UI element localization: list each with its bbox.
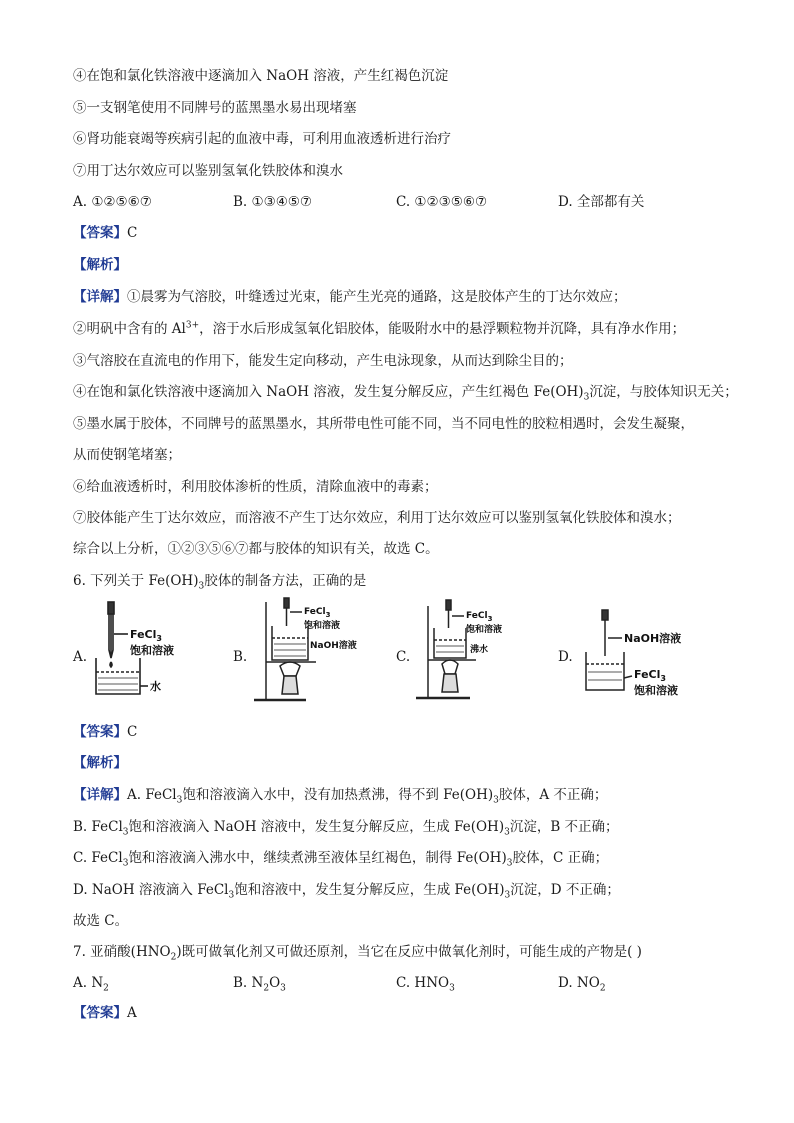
- q5-answer: [73, 224, 137, 242]
- reagent-label-c2: 饱和溶液: [466, 625, 503, 635]
- q6-analysis: 【解析】: [73, 755, 127, 771]
- liquid-label-d2: 饱和溶液: [634, 684, 678, 697]
- q5-expl-5b: 从而使钢笔堵塞；: [73, 447, 181, 463]
- q7-option-b: B. $N_2O_3$: [233, 975, 286, 994]
- q5-expl-5: ⑤墨水属于胶体，不同牌号的蓝黑墨水，其所带电性可能不同，当不同电性的胶粒相遇时，会发生凝聚，: [73, 416, 694, 432]
- q7-stem: 7. 亚硝酸$(HNO_2)$既可做氧化剂又可做还原剂，当它在反应中做氧化剂时，可能生成的产物是( ): [73, 944, 642, 963]
- q5-option-c: C. ①②③⑤⑥⑦: [396, 194, 488, 210]
- q6-option-a-label: A.: [73, 649, 88, 665]
- q5-expl-7: ⑦胶体能产生丁达尔效应，而溶液不产生丁达尔效应，利用丁达尔效应可以鉴别氢氧化铁胶体和溴水；: [73, 510, 681, 526]
- q5-expl-1: 【详解】①晨雾为气溶胶，叶缝透过光束，能产生光亮的通路，这是胶体产生的丁达尔效应；: [73, 289, 627, 305]
- q5-item-6: ⑥肾功能衰竭等疾病引起的血液中毒，可利用血液透析进行治疗: [73, 131, 451, 147]
- svg-text:FeCl3: FeCl$_3$: [130, 628, 162, 643]
- answer-tag: 【答案】: [73, 225, 127, 241]
- reagent-label-a: FeCl: [130, 628, 157, 641]
- q5-option-d: D. 全部都有关: [558, 194, 645, 210]
- q7-option-d: D. $NO_2$: [558, 975, 606, 994]
- reagent-label-c: FeCl: [466, 611, 488, 621]
- q6-expl-end: 故选 C。: [73, 913, 129, 929]
- liquid-label-d: FeCl: [634, 668, 661, 681]
- q6-expl-b: B. FeCl$_3$饱和溶液滴入 NaOH 溶液中，发生复分解反应，生成 $Fe(OH)_3$沉淀，B 不正确；: [73, 819, 619, 838]
- answer-value: C: [127, 225, 138, 241]
- q6-option-b-label: B.: [233, 649, 248, 665]
- q7-option-c: C. $HNO_3$: [396, 975, 455, 994]
- q5-expl-6: ⑥给血液透析时，利用胶体渗析的性质，清除血液中的毒素；: [73, 479, 438, 495]
- q6-answer: 【答案】C: [73, 724, 138, 740]
- q6-expl-d: D. NaOH 溶液滴入 FeCl$_3$饱和溶液中，发生复分解反应，生成 $Fe(OH)_3$沉淀，D 不正确；: [73, 882, 620, 901]
- reagent-label-a2: 饱和溶液: [130, 644, 174, 657]
- q6-diagram-c: [410, 598, 530, 708]
- q6-option-c-label: C.: [396, 649, 411, 665]
- q5-expl-4: ④在饱和氯化铁溶液中逐滴加入 NaOH 溶液，发生复分解反应，产生红褐色 $Fe(OH)_3$沉淀，与胶体知识无关；: [73, 384, 738, 403]
- liquid-label-b: NaOH溶液: [310, 641, 357, 651]
- svg-text:FeCl3: FeCl$_3$: [466, 611, 493, 623]
- q6-diagram-d: [574, 608, 714, 700]
- q5-expl-3: ③气溶胶在直流电的作用下，能发生定向移动，产生电泳现象，从而达到除尘目的；: [73, 353, 573, 369]
- q5-option-a: A. ①②⑤⑥⑦: [73, 194, 152, 210]
- q7-option-a: A. $N_2$: [73, 975, 109, 994]
- liquid-label-a: 水: [150, 680, 161, 693]
- reagent-label-b2: 饱和溶液: [304, 621, 341, 631]
- analysis-tag: 【解析】: [73, 257, 127, 273]
- reagent-label-b: FeCl: [304, 607, 326, 617]
- detail-tag: 【详解】: [73, 289, 127, 305]
- q6-expl-c: C. FeCl$_3$饱和溶液滴入沸水中，继续煮沸至液体呈红褐色，制得 $Fe(OH)_3$胶体，C 正确；: [73, 850, 609, 869]
- q5-item-4: ④在饱和氯化铁溶液中逐滴加入 NaOH 溶液，产生红褐色沉淀: [73, 68, 449, 84]
- q5-option-b: B. ①③④⑤⑦: [233, 194, 313, 210]
- q6-expl-a: 【详解】A. FeCl$_3$饱和溶液滴入水中，没有加热煮沸，得不到 $Fe(OH)_3$胶体，A 不正确；: [73, 787, 608, 806]
- q6-diagram-a: [88, 600, 208, 700]
- q7-answer: 【答案】A: [73, 1005, 137, 1021]
- q5-item-5: ⑤一支钢笔使用不同牌号的蓝黑墨水易出现堵塞: [73, 100, 357, 116]
- reagent-label-d: NaOH溶液: [624, 632, 682, 645]
- q6-stem: 6. 下列关于 $Fe(OH)_3$胶体的制备方法，正确的是: [73, 573, 367, 592]
- q6-diagram-b: [250, 596, 380, 708]
- svg-text:FeCl3: FeCl$_3$: [634, 668, 666, 683]
- liquid-label-c: 沸水: [470, 645, 489, 655]
- q5-expl-8: 综合以上分析，①②③⑤⑥⑦都与胶体的知识有关，故选 C。: [73, 541, 439, 557]
- q5-item-7: ⑦用丁达尔效应可以鉴别氢氧化铁胶体和溴水: [73, 163, 343, 179]
- svg-text:FeCl3: FeCl$_3$: [304, 607, 331, 619]
- q6-option-d-label: D.: [558, 649, 573, 665]
- q5-expl-2: ②明矾中含有的 $Al^{3+}$，溶于水后形成氢氧化铝胶体，能吸附水中的悬浮颗粒物并沉降，具有净水作用；: [73, 320, 686, 337]
- q5-analysis: [73, 256, 127, 274]
